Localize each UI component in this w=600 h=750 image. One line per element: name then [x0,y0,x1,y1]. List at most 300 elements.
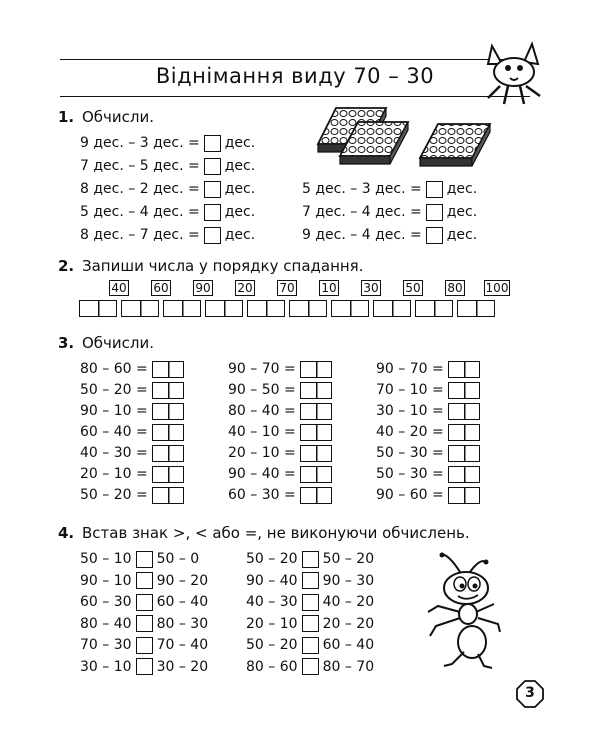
unit-label: дес. [446,227,478,243]
operand-a: 50 [376,466,394,482]
sign-box[interactable] [302,594,319,611]
left-b: 10 [113,551,132,567]
sequence-answer-box[interactable] [415,300,453,317]
task2-number: 2. [58,257,75,275]
operator: = [427,361,444,377]
operand-a: 90 [376,487,394,503]
task3-expression [80,485,188,505]
operator: – [174,658,191,675]
answer-double-box[interactable] [448,424,480,441]
sequence-number: 10 [319,280,339,296]
answer-box[interactable] [204,158,221,175]
cat-mascot-illustration [478,40,548,108]
right-b: 20 [190,658,209,675]
sequence-answer-box[interactable] [205,300,243,317]
operator: – [97,615,114,632]
operand-b: 40 [113,424,132,440]
operand-a: 60 [80,424,98,440]
operand-a: 8 дес. [80,227,124,243]
sequence-answer-box[interactable] [79,300,117,317]
operand-a: 70 [376,382,394,398]
operand-b: 60 [409,487,428,503]
sequence-number: 40 [109,280,129,296]
left-a: 40 [246,594,264,610]
task1-label: Обчисли. [82,108,155,126]
sequence-answer-box[interactable] [331,300,369,317]
task1-expression [302,202,477,222]
right-b: 30 [190,615,209,632]
sequence-number: 30 [361,280,381,296]
operand-b: 10 [113,466,132,482]
operator: = [183,181,200,197]
operand-b: 30 [409,466,428,482]
answer-double-box[interactable] [152,403,184,420]
operator: – [97,361,114,377]
task3-expression [80,401,188,421]
answer-double-box[interactable] [448,487,480,504]
right-a: 80 [322,658,341,675]
operator: – [97,637,114,653]
operator: = [183,204,200,220]
answer-box[interactable] [426,227,443,244]
operator: = [183,158,200,174]
operator: = [131,466,148,482]
operator: – [97,424,114,440]
operand-a: 9 дес. [302,227,346,243]
operator: – [393,445,410,461]
operand-a: 90 [80,403,98,419]
operator: = [279,424,296,440]
task4-comparison [80,592,208,612]
operator: = [427,445,444,461]
sequence-answer-box[interactable] [457,300,495,317]
answer-box[interactable] [426,204,443,221]
task3-expression [228,464,336,484]
task4-comparison [80,571,208,591]
unit-label: дес. [224,135,256,151]
operand-a: 40 [80,445,98,461]
operator: – [245,445,262,461]
task3-expression [376,464,484,484]
sequence-number: 60 [151,280,171,296]
operator: – [393,382,410,398]
tens-bundles-illustration [312,100,502,172]
operator: – [263,551,280,567]
left-a: 90 [246,572,264,589]
operator: = [279,403,296,419]
operator: – [97,445,114,461]
operand-a: 20 [80,466,98,482]
task4-comparison [246,657,374,677]
operator: = [131,487,148,503]
operator: – [263,615,280,632]
sign-box[interactable] [136,637,153,654]
task4-number: 4. [58,524,75,542]
operator: – [393,361,410,377]
answer-double-box[interactable] [448,445,480,462]
operator: – [97,487,114,503]
operand-a: 50 [376,445,394,461]
operator: – [174,551,191,567]
operator: – [174,594,191,610]
left-a: 70 [80,637,98,653]
operand-b: 30 [113,445,132,461]
left-a: 80 [80,615,98,632]
task3-number: 3. [58,334,75,352]
operator: – [245,424,262,440]
operand-a: 50 [80,487,98,503]
task3-label: Обчисли. [82,334,155,352]
task3-expression [228,485,336,505]
operator: = [183,135,200,151]
operand-a: 40 [376,424,394,440]
operand-a: 5 дес. [80,204,124,220]
operator: – [245,403,262,419]
operator: – [97,572,114,589]
operator: = [279,361,296,377]
sequence-number: 80 [445,280,465,296]
operand-a: 7 дес. [80,158,124,174]
task1-expression [80,179,255,199]
operand-b: 20 [113,487,132,503]
unit-label: дес. [446,204,478,220]
operand-a: 90 [228,382,246,398]
task3-expression [80,359,188,379]
task4-comparison [246,592,374,612]
operator: = [131,445,148,461]
sign-box[interactable] [136,615,153,632]
right-a: 90 [156,572,175,589]
answer-double-box[interactable] [448,403,480,420]
right-a: 60 [156,594,175,610]
operator: = [183,227,200,243]
operator: – [174,615,191,632]
task1-expression [80,202,255,222]
operator: – [340,572,357,589]
operator: – [245,382,262,398]
left-b: 30 [113,594,132,610]
operator: – [97,551,114,567]
task3-expression [228,380,336,400]
operator: – [174,572,191,589]
task4-label: Встав знак >, < або =, не виконуючи обчислень. [82,524,470,542]
unit-label: дес. [224,158,256,174]
answer-double-box[interactable] [300,403,332,420]
answer-double-box[interactable] [300,466,332,483]
operand-b: 60 [113,361,132,377]
operand-a: 80 [80,361,98,377]
answer-double-box[interactable] [448,382,480,399]
operand-b: 4 дес. [361,204,406,220]
operator: = [427,382,444,398]
operand-b: 30 [409,445,428,461]
right-a: 40 [322,594,341,610]
sequence-number: 100 [485,281,509,295]
operand-a: 90 [228,361,246,377]
right-a: 50 [156,551,175,567]
operand-a: 80 [228,403,246,419]
operand-b: 40 [261,466,280,482]
sign-box[interactable] [136,551,153,568]
left-b: 20 [279,551,298,567]
operator: – [245,361,262,377]
operand-b: 30 [261,487,280,503]
operator: – [340,594,357,610]
left-b: 10 [113,572,132,589]
answer-double-box[interactable] [448,361,480,378]
task3-expression [376,485,484,505]
operand-a: 90 [376,361,394,377]
right-a: 90 [322,572,341,589]
answer-double-box[interactable] [300,361,332,378]
task4-comparison [246,571,374,591]
operator: – [393,466,410,482]
operator: – [245,466,262,482]
sign-box[interactable] [136,594,153,611]
answer-double-box[interactable] [152,445,184,462]
task3-expression [80,464,188,484]
right-a: 20 [322,615,341,632]
operator: – [123,158,140,174]
left-a: 90 [80,572,98,589]
operator: – [97,658,114,675]
task4-comparison [80,657,208,677]
sequence-number: 90 [193,280,213,296]
right-b: 70 [356,658,375,675]
task2-label: Запиши числа у порядку спадання. [82,257,364,275]
answer-box[interactable] [426,181,443,198]
operator: – [97,594,114,610]
operand-a: 7 дес. [302,204,346,220]
operand-b: 40 [261,403,280,419]
ant-mascot-illustration [420,552,510,672]
answer-double-box[interactable] [300,487,332,504]
operator: – [97,403,114,419]
answer-double-box[interactable] [152,487,184,504]
operator: = [405,181,422,197]
left-b: 40 [279,572,298,589]
sign-box[interactable] [302,615,319,632]
left-a: 50 [246,551,264,567]
operator: – [97,382,114,398]
unit-label: дес. [224,204,256,220]
operator: – [393,424,410,440]
task4-comparison [80,614,208,634]
sign-box[interactable] [136,658,153,675]
operator: = [427,424,444,440]
operand-a: 5 дес. [302,181,346,197]
operand-b: 10 [261,445,280,461]
right-a: 30 [156,658,175,675]
operand-b: 20 [409,424,428,440]
task3-expression [228,401,336,421]
operator: = [131,382,148,398]
operator: – [123,204,140,220]
operand-a: 50 [80,382,98,398]
operator: – [345,181,362,197]
operand-b: 10 [113,403,132,419]
operator: = [279,487,296,503]
operator: = [131,424,148,440]
sequence-answer-box[interactable] [121,300,159,317]
sequence-number: 70 [277,280,297,296]
answer-box[interactable] [204,227,221,244]
operator: – [263,637,280,653]
task3-expression [80,422,188,442]
sequence-answer-box[interactable] [373,300,411,317]
right-b: 20 [356,615,375,632]
operand-b: 10 [261,424,280,440]
operand-b: 4 дес. [139,204,184,220]
page-number-badge [516,680,544,708]
task3-expression [228,422,336,442]
task3-expression [376,359,484,379]
left-b: 10 [279,615,298,632]
sequence-number: 50 [403,280,423,296]
operator: = [131,361,148,377]
answer-double-box[interactable] [448,466,480,483]
page-title: Віднімання виду 70 – 30 [155,64,435,88]
answer-box[interactable] [204,135,221,152]
right-a: 50 [322,551,341,567]
operator: – [174,637,191,653]
operand-a: 30 [376,403,394,419]
operator: – [345,227,362,243]
operator: – [97,466,114,482]
task3-expression [376,401,484,421]
answer-double-box[interactable] [300,424,332,441]
task4-comparison [246,614,374,634]
operator: = [131,403,148,419]
operator: = [405,204,422,220]
task4-comparison [246,635,374,655]
operator: – [340,551,357,567]
left-a: 80 [246,658,264,675]
task1-expression [80,225,255,245]
right-a: 60 [322,637,341,653]
operand-a: 90 [228,466,246,482]
operator: – [393,487,410,503]
left-a: 50 [246,637,264,653]
operator: = [279,382,296,398]
operator: = [427,403,444,419]
left-b: 10 [113,658,132,675]
task3-expression [376,443,484,463]
operand-a: 9 дес. [80,135,124,151]
task3-expression [80,380,188,400]
right-b: 40 [190,594,209,610]
answer-double-box[interactable] [300,445,332,462]
sign-box[interactable] [302,658,319,675]
operand-b: 3 дес. [361,181,406,197]
answer-double-box[interactable] [152,361,184,378]
page-number: 3 [525,685,535,701]
operand-a: 60 [228,487,246,503]
sign-box[interactable] [302,551,319,568]
operator: – [123,227,140,243]
operator: = [405,227,422,243]
operand-b: 3 дес. [139,135,184,151]
task3-expression [376,380,484,400]
left-a: 60 [80,594,98,610]
right-b: 40 [356,637,375,653]
sign-box[interactable] [302,572,319,589]
operand-b: 7 дес. [139,227,184,243]
operand-b: 50 [261,382,280,398]
operator: = [279,466,296,482]
task3-expression [80,443,188,463]
answer-double-box[interactable] [152,466,184,483]
operator: – [263,658,280,675]
right-a: 80 [156,615,175,632]
unit-label: дес. [224,227,256,243]
left-a: 20 [246,615,264,632]
sign-box[interactable] [136,572,153,589]
right-b: 20 [356,594,375,610]
right-b: 40 [190,637,209,653]
operand-b: 2 дес. [139,181,184,197]
answer-double-box[interactable] [152,424,184,441]
operand-b: 20 [113,382,132,398]
task3-expression [228,443,336,463]
left-a: 30 [80,658,98,675]
right-a: 70 [156,637,175,653]
task1-expression [80,156,255,176]
answer-box[interactable] [204,181,221,198]
task1-number: 1. [58,108,75,126]
answer-double-box[interactable] [152,382,184,399]
right-b: 20 [190,572,209,589]
operator: – [123,135,140,151]
operator: – [123,181,140,197]
sequence-answer-box[interactable] [163,300,201,317]
operator: = [279,445,296,461]
operator: = [427,487,444,503]
operator: – [340,637,357,653]
right-b: 0 [190,551,200,567]
operator: – [340,658,357,675]
left-b: 30 [279,594,298,610]
right-b: 30 [356,572,375,589]
sequence-answer-box[interactable] [289,300,327,317]
task4-comparison [246,549,374,569]
answer-double-box[interactable] [300,382,332,399]
left-b: 30 [113,637,132,653]
task1-expression [80,133,255,153]
task4-comparison [80,635,208,655]
sign-box[interactable] [302,637,319,654]
answer-box[interactable] [204,204,221,221]
task1-expression [302,179,477,199]
operand-b: 70 [409,361,428,377]
unit-label: дес. [224,181,256,197]
operand-a: 8 дес. [80,181,124,197]
left-b: 60 [279,658,298,675]
left-b: 20 [279,637,298,653]
operand-b: 10 [409,382,428,398]
left-a: 50 [80,551,98,567]
sequence-answer-box[interactable] [247,300,285,317]
sequence-number: 20 [235,280,255,296]
operand-b: 5 дес. [139,158,184,174]
operand-b: 4 дес. [361,227,406,243]
task3-expression [376,422,484,442]
task3-expression [228,359,336,379]
unit-label: дес. [446,181,478,197]
left-b: 40 [113,615,132,632]
operand-b: 70 [261,361,280,377]
operator: = [427,466,444,482]
